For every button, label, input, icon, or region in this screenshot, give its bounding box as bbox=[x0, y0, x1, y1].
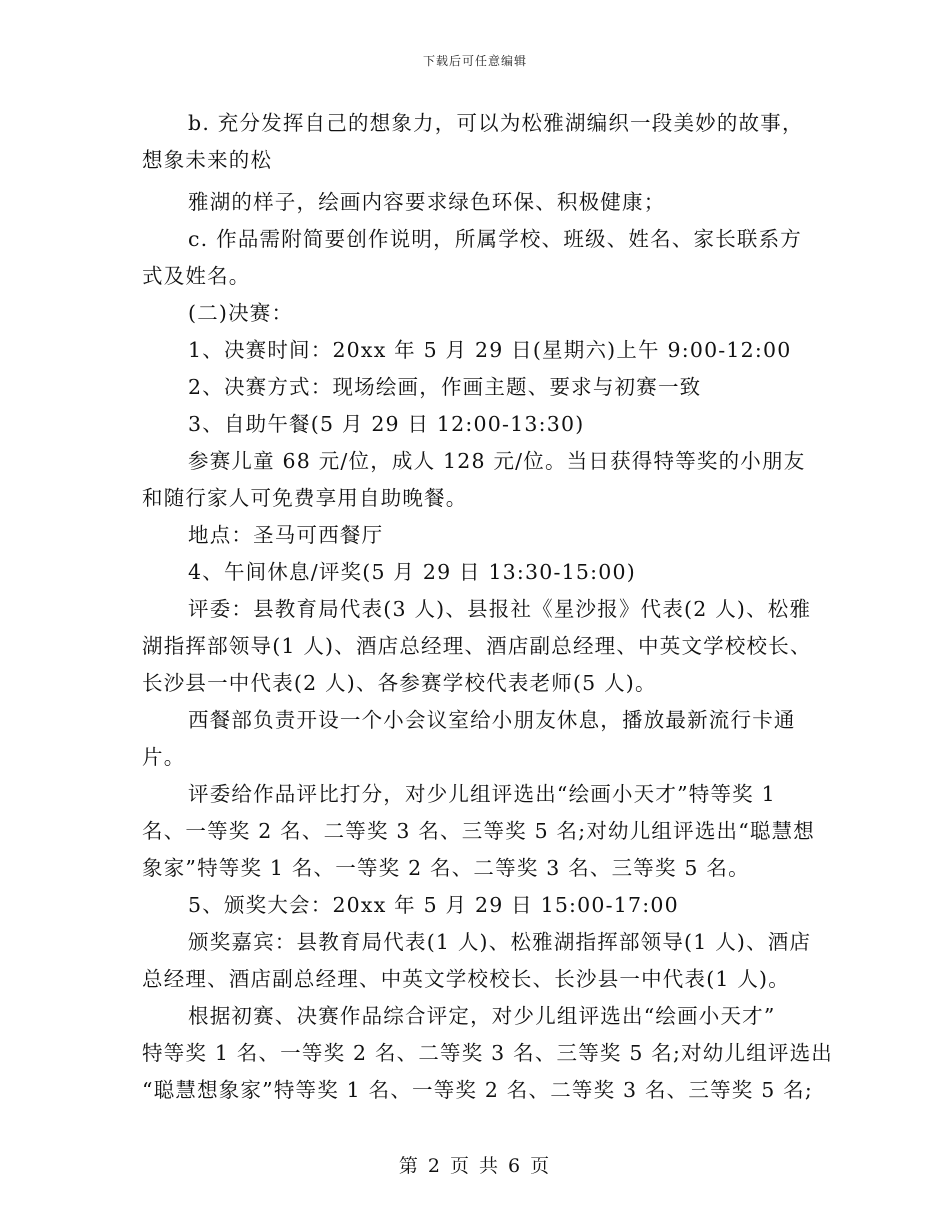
body-line: 4、午间休息/评奖(5 月 29 日 13:30-15:00) bbox=[188, 560, 636, 584]
body-line: 评委：县教育局代表(3 人)、县报社《星沙报》代表(2 人)、松雅 bbox=[188, 597, 812, 621]
page-number-footer: 第 2 页 共 6 页 bbox=[398, 1155, 552, 1177]
page-header: 下载后可任意编辑 bbox=[422, 54, 527, 68]
body-line: 长沙县一中代表(2 人)、各参赛学校代表老师(5 人)。 bbox=[142, 671, 657, 695]
body-line: 评委给作品评比打分，对少儿组评选出“绘画小天才”特等奖 1 bbox=[188, 782, 776, 806]
body-line: 名、一等奖 2 名、二等奖 3 名、三等奖 5 名;对幼儿组评选出“聪慧想 bbox=[142, 819, 816, 843]
body-line: 象家”特等奖 1 名、一等奖 2 名、二等奖 3 名、三等奖 5 名。 bbox=[142, 856, 750, 880]
body-line: c. 作品需附简要创作说明，所属学校、班级、姓名、家长联系方 bbox=[188, 227, 803, 251]
body-line: 式及姓名。 bbox=[142, 264, 251, 288]
body-line: 地点：圣马可西餐厅 bbox=[188, 523, 384, 547]
body-line: 想象未来的松 bbox=[142, 148, 273, 172]
body-line: 雅湖的样子，绘画内容要求绿色环保、积极健康； bbox=[188, 190, 666, 214]
body-line: 根据初赛、决赛作品综合评定，对少儿组评选出“绘画小天才” bbox=[188, 1004, 776, 1028]
body-line: 特等奖 1 名、一等奖 2 名、二等奖 3 名、三等奖 5 名;对幼儿组评选出 bbox=[142, 1041, 834, 1065]
body-line: 颁奖嘉宾：县教育局代表(1 人)、松雅湖指挥部领导(1 人)、酒店 bbox=[188, 930, 812, 954]
body-line: 和随行家人可免费享用自助晚餐。 bbox=[142, 486, 468, 510]
body-line: 湖指挥部领导(1 人)、酒店总经理、酒店副总经理、中英文学校校长、 bbox=[142, 634, 812, 658]
body-line: b. 充分发挥自己的想象力，可以为松雅湖编织一段美妙的故事， bbox=[188, 111, 804, 135]
body-line: 5、颁奖大会：20xx 年 5 月 29 日 15:00-17:00 bbox=[188, 893, 679, 917]
body-line: “聪慧想象家”特等奖 1 名、一等奖 2 名、二等奖 3 名、三等奖 5 名; bbox=[142, 1078, 813, 1102]
body-line: 1、决赛时间：20xx 年 5 月 29 日(星期六)上午 9:00-12:00 bbox=[188, 338, 792, 362]
body-line: 参赛儿童 68 元/位，成人 128 元/位。当日获得特等奖的小朋友 bbox=[188, 449, 806, 473]
body-line: 3、自助午餐(5 月 29 日 12:00-13:30) bbox=[188, 412, 585, 436]
body-line: (二)决赛： bbox=[188, 301, 294, 325]
body-line: 片。 bbox=[142, 745, 186, 769]
body-line: 西餐部负责开设一个小会议室给小朋友休息，播放最新流行卡通 bbox=[188, 708, 796, 732]
body-line: 2、决赛方式：现场绘画，作画主题、要求与初赛一致 bbox=[188, 375, 702, 399]
body-line: 总经理、酒店副总经理、中英文学校校长、长沙县一中代表(1 人)。 bbox=[142, 967, 790, 991]
